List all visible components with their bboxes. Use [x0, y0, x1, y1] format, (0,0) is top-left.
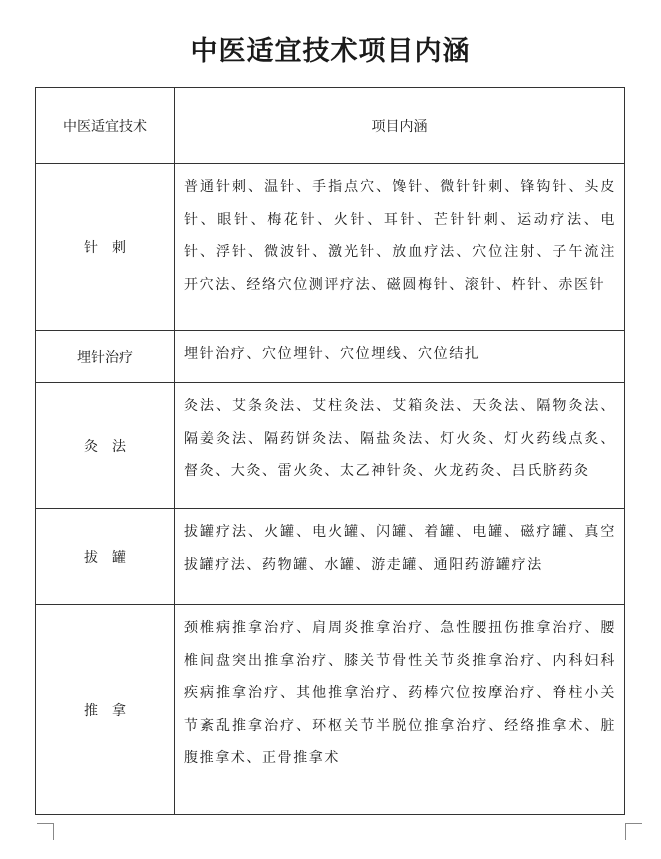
table-row [36, 509, 625, 605]
header-technique: 中医适宜技术 [36, 88, 175, 164]
technique-items: 埋针治疗、穴位埋针、穴位埋线、穴位结扎 [175, 331, 625, 383]
technique-items: 普通针刺、温针、手指点穴、馋针、微针针刺、锋钩针、头皮针、眼针、梅花针、火针、耳针、芒针针刺、运动疗法、电针、浮针、微波针、激光针、放血疗法、穴位注射、子午流注开穴法、经络穴位测评疗法、磁圆梅针、滚针、杵针、赤医针 [175, 164, 625, 331]
technique-name: 针 刺 [36, 164, 175, 331]
page-corner-mark-right [625, 823, 642, 840]
table-row [36, 605, 625, 815]
technique-items: 灸法、艾条灸法、艾柱灸法、艾箱灸法、天灸法、隔物灸法、隔姜灸法、隔药饼灸法、隔盐灸法、灯火灸、灯火药线点炙、督灸、大灸、雷火灸、太乙神针灸、火龙药灸、吕氏脐药灸 [175, 383, 625, 509]
techniques-table [35, 87, 625, 815]
technique-name: 埋针治疗 [36, 331, 175, 383]
technique-items: 颈椎病推拿治疗、肩周炎推拿治疗、急性腰扭伤推拿治疗、腰椎间盘突出推拿治疗、膝关节骨性关节炎推拿治疗、内科妇科疾病推拿治疗、其他推拿治疗、药棒穴位按摩治疗、脊柱小关节紊乱推拿治疗、环枢关节半脱位推拿治疗、经络推拿术、脏腹推拿术、正骨推拿术 [175, 605, 625, 815]
header-content: 项目内涵 [175, 88, 625, 164]
table-row [36, 383, 625, 509]
page-corner-mark-left [37, 823, 54, 840]
table-row [36, 164, 625, 331]
document-title: 中医适宜技术项目内涵 [190, 36, 471, 67]
table-row [36, 331, 625, 383]
technique-name: 拔 罐 [36, 509, 175, 605]
technique-name: 推 拿 [36, 605, 175, 815]
table-header-row [36, 88, 625, 164]
technique-name: 灸 法 [36, 383, 175, 509]
technique-items: 拔罐疗法、火罐、电火罐、闪罐、着罐、电罐、磁疗罐、真空拔罐疗法、药物罐、水罐、游走罐、通阳药游罐疗法 [175, 509, 625, 605]
